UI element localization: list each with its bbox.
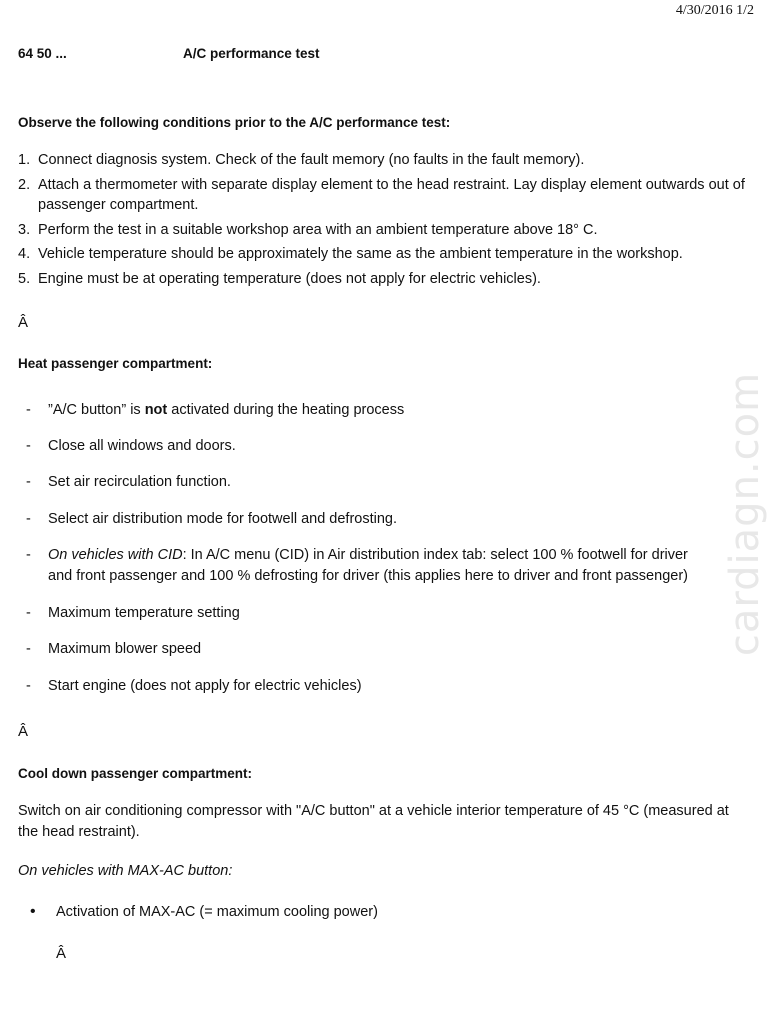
document-title: A/C performance test <box>183 46 320 61</box>
list-item <box>26 472 726 493</box>
list-item-number: 4. <box>18 246 31 262</box>
list-item-number: 2. <box>18 176 31 193</box>
list-item <box>18 150 748 171</box>
watermark <box>700 371 768 657</box>
dash-marker: - <box>26 474 31 490</box>
list-item <box>30 904 378 920</box>
list-item-text: Engine must be at operating temperature (does not apply for electric vehicles). <box>38 270 541 287</box>
stray-glyph: Â <box>56 945 67 962</box>
list-item <box>18 269 748 290</box>
list-item-text: Vehicle temperature should be approximately the same as the ambient temperature in the workshop. <box>38 246 683 262</box>
heat-item-text: Select air distribution mode for footwell and defrosting. <box>48 511 397 527</box>
list-item <box>26 639 726 660</box>
list-item-number: 5. <box>18 270 31 287</box>
heat-item-italic: On vehicles with CID <box>48 547 183 563</box>
stray-glyph: Â <box>18 314 29 331</box>
list-item-text: Attach a thermometer with separate display element to the head restraint. Lay display element outwards out of passenger compartment. <box>38 176 745 213</box>
watermark-text: cardiagn.com <box>722 371 768 657</box>
dash-marker: - <box>26 511 31 527</box>
list-item-number: 3. <box>18 221 31 238</box>
heat-item-emphasis: not <box>144 402 168 418</box>
conditions-heading: Observe the following conditions prior to the A/C performance test: <box>18 115 451 130</box>
bullet-text: Activation of MAX-AC (= maximum cooling power) <box>56 904 378 920</box>
maxac-intro: On vehicles with MAX-AC button: <box>18 863 233 879</box>
page-date-header: 4/30/2016 1/2 <box>675 3 754 18</box>
heat-item-text: : In A/C menu (CID) in Air distribution index tab: select 100 % footwell for driver and front passenger and 100 % defrosting for driver (this applies here to driver and front passenger) <box>48 547 688 584</box>
stray-glyph: Â <box>18 723 29 740</box>
dash-marker: - <box>26 402 31 418</box>
list-item <box>26 545 716 587</box>
heat-item-text: Maximum blower speed <box>48 641 202 657</box>
list-item-text: Perform the test in a suitable workshop area with an ambient temperature above 18° C. <box>38 221 598 238</box>
cool-heading: Cool down passenger compartment: <box>18 766 253 781</box>
list-item-number: 1. <box>18 152 31 168</box>
list-item-text: Connect diagnosis system. Check of the fault memory (no faults in the fault memory). <box>38 152 585 168</box>
heat-item-text: ”A/C button” is <box>48 402 145 418</box>
heat-item-text: Start engine (does not apply for electric vehicles) <box>48 678 362 694</box>
list-item <box>18 220 748 241</box>
list-item <box>26 603 726 624</box>
heat-item-text: Maximum temperature setting <box>48 605 240 621</box>
heat-item-text: Set air recirculation function. <box>48 474 231 490</box>
bullet-marker: • <box>30 903 36 920</box>
heat-item-text: Close all windows and doors. <box>48 438 236 454</box>
list-item <box>18 175 748 216</box>
heat-item-text: activated during the heating process <box>167 402 405 418</box>
dash-marker: - <box>26 547 31 563</box>
list-item <box>26 436 726 457</box>
dash-marker: - <box>26 605 31 621</box>
conditions-list <box>18 150 748 293</box>
document-number: 64 50 ... <box>18 46 67 61</box>
dash-marker: - <box>26 678 31 694</box>
list-item <box>18 244 748 265</box>
heat-heading: Heat passenger compartment: <box>18 356 213 371</box>
dash-marker: - <box>26 641 31 657</box>
cool-paragraph: Switch on air conditioning compressor with "A/C button" at a vehicle interior temperature of 45 °C (measured at the head restraint). <box>18 803 729 840</box>
list-item <box>26 509 726 530</box>
list-item <box>26 400 726 421</box>
dash-marker: - <box>26 438 31 454</box>
list-item <box>26 676 726 697</box>
